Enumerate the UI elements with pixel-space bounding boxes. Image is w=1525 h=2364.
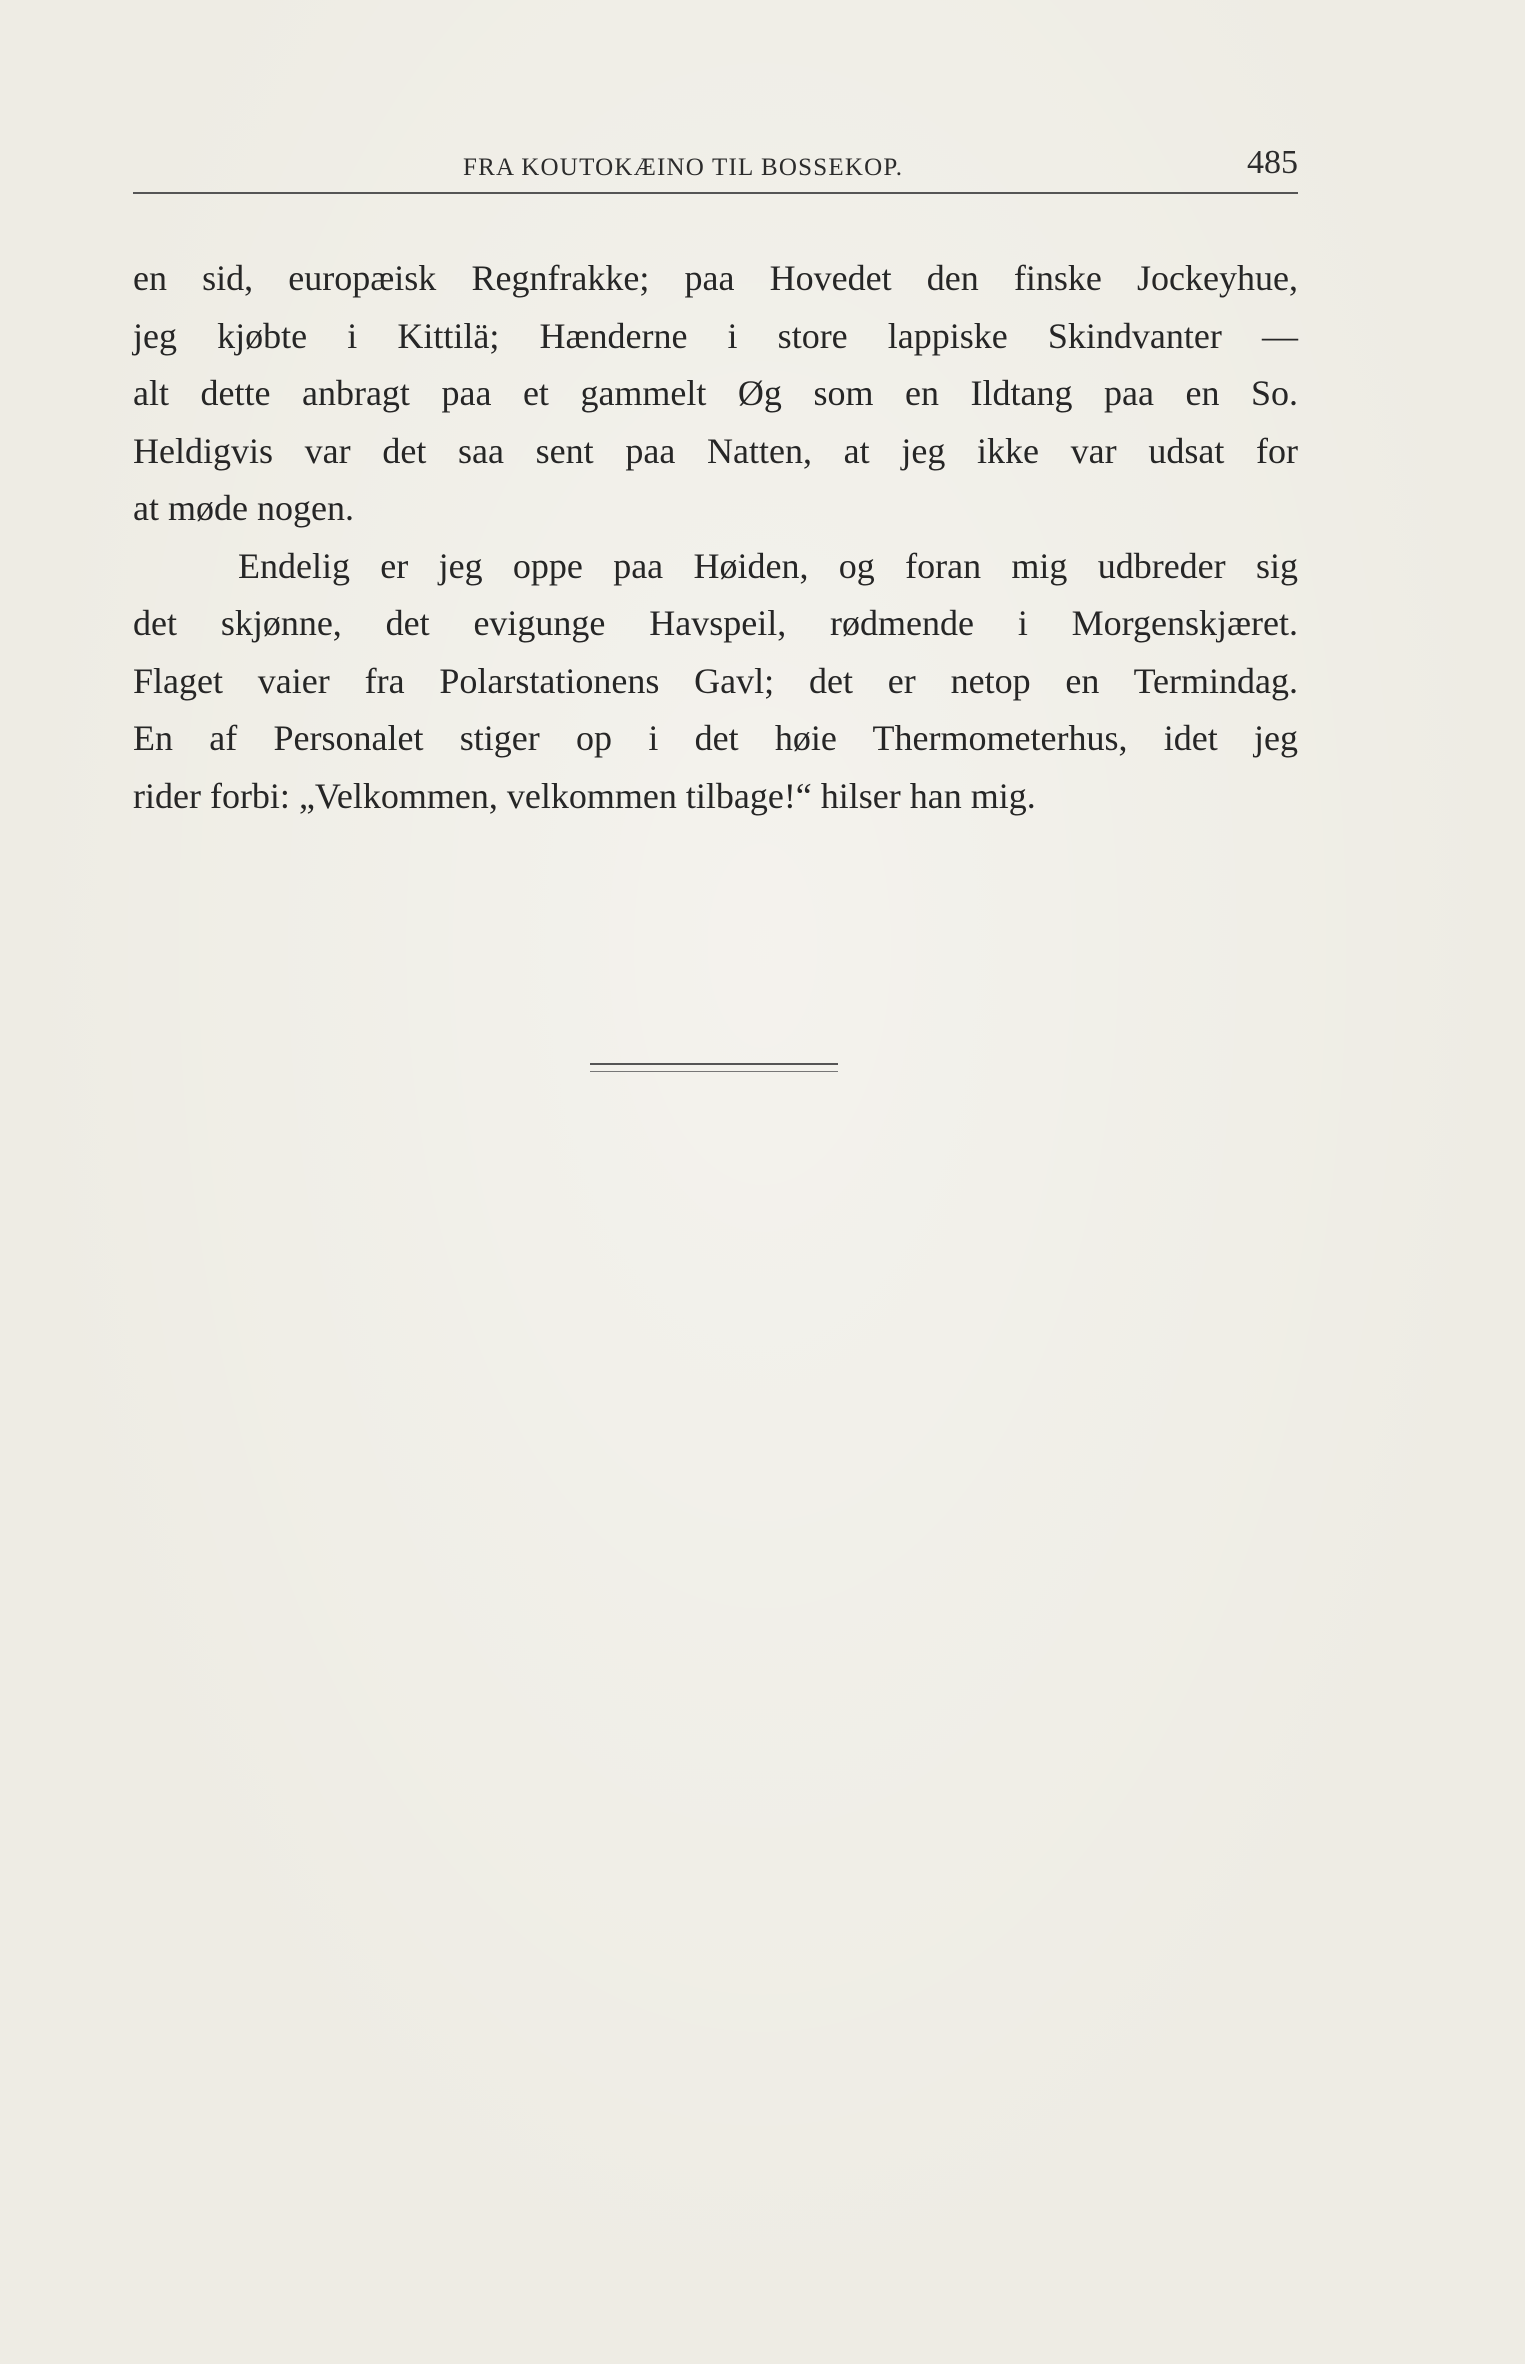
body-text [133,250,1298,825]
running-head: FRA KOUTOKÆINO TIL BOSSEKOP. [463,154,904,181]
text-line: jeg kjøbte i Kittilä; Hænderne i store lappiske Skindvanter — [133,315,1298,356]
page-header [133,140,1298,200]
text-line: Flaget vaier fra Polarstationens Gavl; det er netop en Termindag. [133,660,1298,701]
section-divider [590,1063,838,1072]
text-line: Heldigvis var det saa sent paa Natten, at jeg ikke var udsat for [133,430,1298,471]
text-line: En af Personalet stiger op i det høie Thermometerhus, idet jeg [133,718,1298,758]
page-number: 485 [1247,144,1298,181]
text-line: det skjønne, det evigunge Havspeil, rødmende i Morgenskjæret. [133,603,1298,643]
header-rule [133,192,1298,194]
text-line: Endelig er jeg oppe paa Høiden, og foran mig udbreder sig [238,545,1298,586]
text-line: at møde nogen. [133,488,354,528]
text-line: alt dette anbragt paa et gammelt Øg som en Ildtang paa en So. [133,373,1298,413]
text-line: en sid, europæisk Regnfrakke; paa Hovedet den finske Jockeyhue, [133,258,1298,298]
text-line: rider forbi: „Velkommen, velkommen tilbage!“ hilser han mig. [133,775,1036,816]
